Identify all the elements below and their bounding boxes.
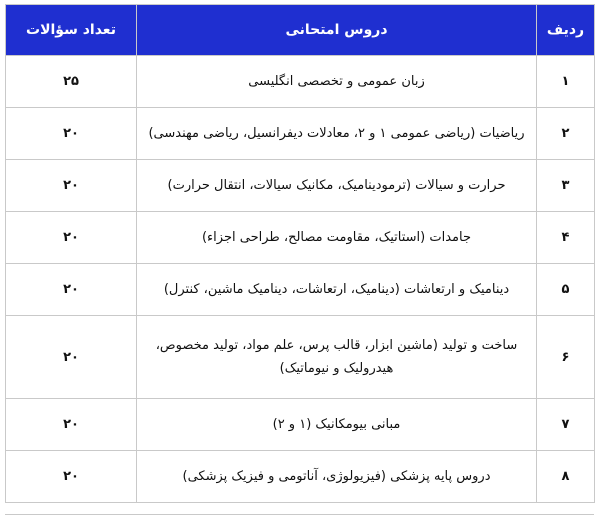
header-row-number: ردیف — [537, 5, 595, 56]
table-row — [6, 316, 595, 399]
table-row — [6, 108, 595, 160]
course-name: دروس پایه پزشکی (فیزیولوژی، آناتومی و فیزیک پزشکی) — [137, 451, 537, 503]
table-row — [6, 160, 595, 212]
exam-courses-table-container — [5, 4, 594, 503]
header-question-count: تعداد سؤالات — [6, 5, 137, 56]
table-header-row — [6, 5, 595, 56]
row-number: ۶ — [537, 316, 595, 399]
course-name: ریاضیات (ریاضی عمومی ۱ و ۲، معادلات دیفرانسیل، ریاضی مهندسی) — [137, 108, 537, 160]
question-count: ۲۰ — [6, 160, 137, 212]
table-row — [6, 399, 595, 451]
table-row — [6, 212, 595, 264]
question-count: ۲۵ — [6, 56, 137, 108]
question-count: ۲۰ — [6, 451, 137, 503]
row-number: ۲ — [537, 108, 595, 160]
course-name: حرارت و سیالات (ترمودینامیک، مکانیک سیالات، انتقال حرارت) — [137, 160, 537, 212]
course-name: دینامیک و ارتعاشات (دینامیک، ارتعاشات، دینامیک ماشین، کنترل) — [137, 264, 537, 316]
row-number: ۳ — [537, 160, 595, 212]
table-row — [6, 264, 595, 316]
course-name: ساخت و تولید (ماشین ابزار، قالب پرس، علم مواد، تولید مخصوص، هیدرولیک و نیوماتیک) — [137, 316, 537, 399]
question-count: ۲۰ — [6, 399, 137, 451]
question-count: ۲۰ — [6, 316, 137, 399]
course-name: زبان عمومی و تخصصی انگلیسی — [137, 56, 537, 108]
row-number: ۱ — [537, 56, 595, 108]
table-row — [6, 451, 595, 503]
row-number: ۸ — [537, 451, 595, 503]
bottom-divider — [5, 514, 594, 515]
row-number: ۵ — [537, 264, 595, 316]
exam-courses-table — [5, 4, 595, 503]
row-number: ۴ — [537, 212, 595, 264]
course-name: جامدات (استاتیک، مقاومت مصالح، طراحی اجزاء) — [137, 212, 537, 264]
row-number: ۷ — [537, 399, 595, 451]
header-course: دروس امتحانی — [137, 5, 537, 56]
question-count: ۲۰ — [6, 108, 137, 160]
table-row — [6, 56, 595, 108]
question-count: ۲۰ — [6, 264, 137, 316]
course-name: مبانی بیومکانیک (۱ و ۲) — [137, 399, 537, 451]
question-count: ۲۰ — [6, 212, 137, 264]
